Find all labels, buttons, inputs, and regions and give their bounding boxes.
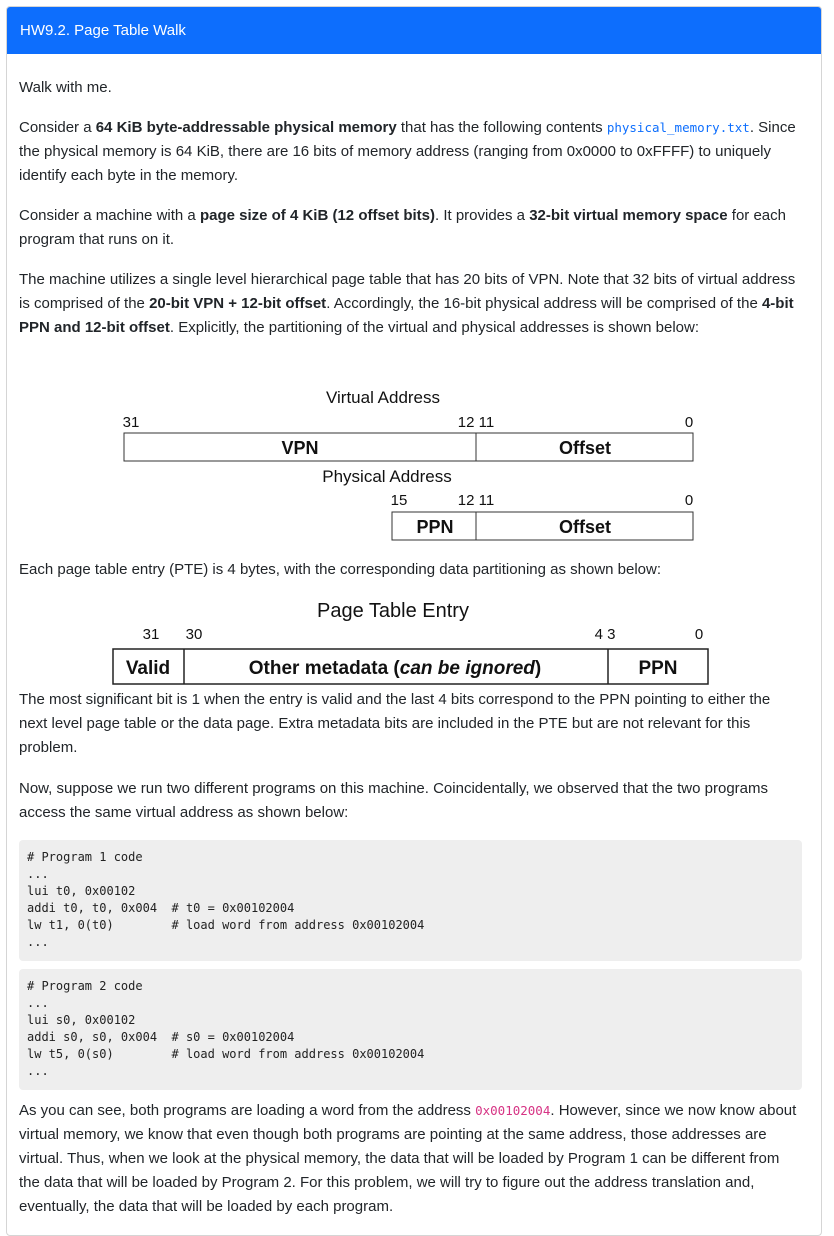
program-1-code bbox=[19, 840, 802, 961]
va-bit-31: 31 bbox=[122, 414, 140, 431]
pte-title: Page Table Entry bbox=[317, 600, 469, 622]
pa-bit-15: 15 bbox=[390, 492, 408, 509]
pte-metadata-field bbox=[249, 658, 541, 679]
paragraph-page-size bbox=[19, 204, 797, 252]
va-title: Virtual Address bbox=[325, 388, 441, 407]
code-line: addi s0, s0, 0x004 # s0 = 0x00102004 bbox=[27, 1030, 295, 1044]
text: . It provides a bbox=[434, 207, 530, 224]
code-line: lui t0, 0x00102 bbox=[27, 884, 136, 898]
code-line: ... bbox=[27, 1064, 49, 1078]
program-2-code bbox=[19, 969, 802, 1090]
code-line: ... bbox=[27, 935, 49, 949]
pa-ppn-field: PPN bbox=[416, 517, 454, 537]
paragraph-vpn bbox=[19, 268, 797, 340]
pte-valid-field: Valid bbox=[125, 658, 171, 679]
pa-bit-0: 0 bbox=[684, 492, 694, 509]
question-title: HW9.2. Page Table Walk bbox=[20, 22, 186, 39]
pte-bit-4-3: 4 3 bbox=[594, 626, 616, 643]
pa-bit-12-11: 12 11 bbox=[457, 492, 495, 509]
text: As you can see, both programs are loading a word from the address bbox=[19, 1102, 476, 1119]
pte-bit-31: 31 bbox=[142, 626, 160, 643]
va-offset-field: Offset bbox=[558, 438, 612, 458]
pte-ppn-field: PPN bbox=[638, 658, 678, 679]
text: . Explicitly, the partitioning of the virtual and physical addresses is shown below: bbox=[169, 319, 700, 336]
pte-diagram bbox=[0, 592, 834, 687]
code-line: lui s0, 0x00102 bbox=[27, 1013, 136, 1027]
va-vpn-field: VPN bbox=[281, 438, 319, 458]
code-line: ... bbox=[27, 996, 49, 1010]
pte-bit-0: 0 bbox=[694, 626, 704, 643]
bold-text: 32-bit virtual memory space bbox=[529, 207, 728, 224]
text: Consider a bbox=[19, 119, 96, 136]
bold-text: 20-bit VPN + 12-bit offset bbox=[149, 295, 327, 312]
text: Other metadata ( bbox=[248, 658, 400, 679]
translation-explanation bbox=[19, 1099, 799, 1219]
bold-text: 4-bit PPN and 12-bit offset bbox=[19, 295, 794, 336]
pte-bit-30: 30 bbox=[185, 626, 203, 643]
physical-memory-link[interactable]: physical_memory.txt bbox=[606, 120, 750, 135]
text: ) bbox=[534, 658, 542, 679]
va-bit-0: 0 bbox=[684, 414, 694, 431]
code-line: ... bbox=[27, 867, 49, 881]
text: . Since the physical memory is 64 KiB, there are 16 bits of memory address (ranging from 0x0000 to 0xFFFF) to uniquely identify each byte in the memory. bbox=[19, 119, 796, 184]
question-body bbox=[19, 76, 797, 356]
text: . However, since we now know about virtual memory, we know that even though both programs are pointing at the same address, those addresses are virtual. Thus, when we look at the physical memory, the data that will be loaded by Program 1 can be different from the data that will be loaded by Program 2. For this problem, we will try to figure out the address translation and, eventually, the data that will be loaded by each program. bbox=[19, 1102, 797, 1215]
text: Consider a machine with a bbox=[19, 207, 200, 224]
text: that has the following contents bbox=[396, 119, 607, 136]
intro-text: Walk with me. bbox=[19, 79, 112, 96]
code-line: # Program 2 code bbox=[27, 979, 143, 993]
va-bit-12-11: 12 11 bbox=[457, 414, 495, 431]
question-header bbox=[7, 7, 821, 54]
inline-code: 0x00102004 bbox=[475, 1103, 551, 1118]
paragraph-memory bbox=[19, 116, 797, 188]
pte-explanation: The most significant bit is 1 when the entry is valid and the last 4 bits correspond to the PPN pointing to either the next level page table or the data page. Extra metadata bits are included in the PTE but are not relevant for this problem. bbox=[19, 691, 771, 756]
pte-intro-text: Each page table entry (PTE) is 4 bytes, with the corresponding data partitioning as shown below: bbox=[19, 561, 662, 578]
bold-text: 64 KiB byte-addressable physical memory bbox=[95, 119, 397, 136]
code-line: addi t0, t0, 0x004 # t0 = 0x00102004 bbox=[27, 901, 295, 915]
address-diagram bbox=[0, 380, 834, 545]
programs-intro: Now, suppose we run two different programs on this machine. Coincidentally, we observed that the two programs access the same virtual address as shown below: bbox=[19, 780, 768, 821]
text: . Accordingly, the 16-bit physical address will be comprised of the bbox=[326, 295, 762, 312]
bold-text: page size of 4 KiB (12 offset bits) bbox=[199, 207, 435, 224]
pa-offset-field: Offset bbox=[558, 517, 612, 537]
code-line: # Program 1 code bbox=[27, 850, 143, 864]
code-line: lw t1, 0(t0) # load word from address 0x00102004 bbox=[27, 918, 425, 932]
code-line: lw t5, 0(s0) # load word from address 0x00102004 bbox=[27, 1047, 425, 1061]
text: for each program that runs on it. bbox=[19, 207, 786, 248]
text: The machine utilizes a single level hierarchical page table that has 20 bits of VPN. Note that 32 bits of virtual address is comprised of the bbox=[19, 271, 796, 312]
italic-text: can be ignored bbox=[399, 658, 535, 679]
pa-title: Physical Address bbox=[322, 467, 452, 486]
